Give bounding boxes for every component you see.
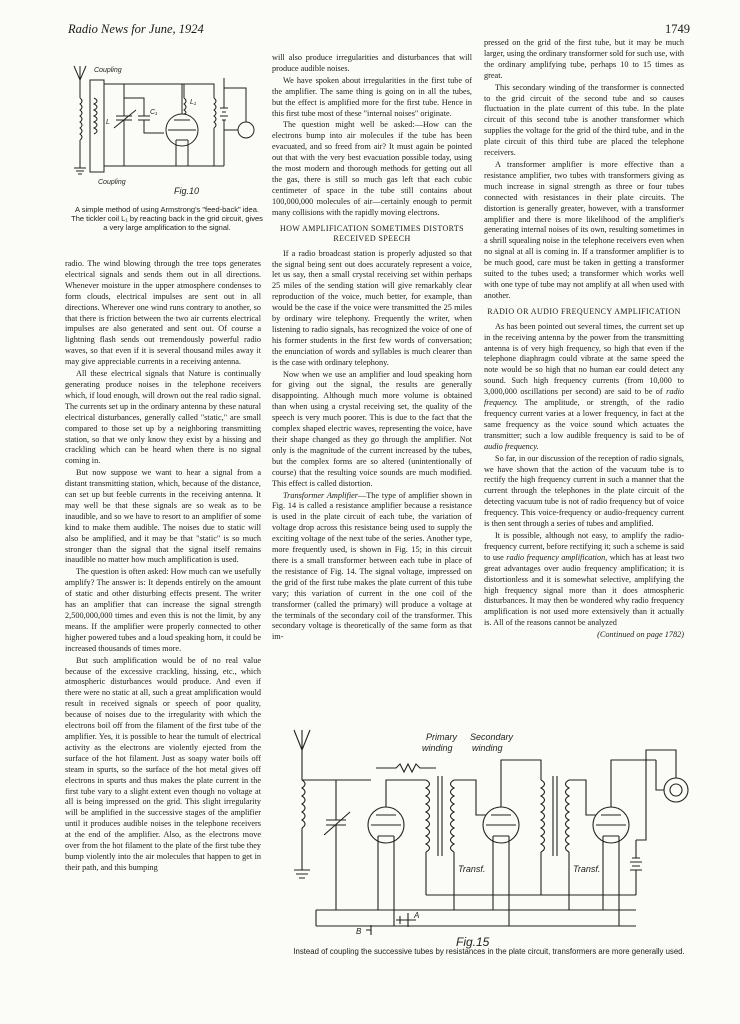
fig15-a-label: A — [414, 911, 420, 920]
paragraph: But now suppose we want to hear a signal from a distant transmitting station, which, because of the distance, can set up but feeble currents in the receiving antenna. It may well be that these signals are so weak as to be inaudible, and so we have to resort to an amplifier of some kind to make them audible. The noises due to static will also be amplified, and it may be that "static" is so much stronger than the signal that the signal itself remains inaudible no matter how much amplification is used. — [65, 468, 261, 565]
fig15-secondary-winding-label: winding — [472, 743, 503, 753]
paragraph — [272, 491, 472, 644]
fig10-title: Fig.10 — [174, 186, 200, 196]
fig15-caption: Instead of coupling the successive tubes by resistances in the plate circuit, transformers are more generally used. — [293, 947, 685, 956]
page-number: 1749 — [665, 22, 690, 36]
paragraph: radio. The wind blowing through the tree tops generates electrical signals and sends them out in all directions. Whenever moisture in the upper atmosphere condenses to form clouds, electrical impulses are sent out in all directions. Wherever one wind runs contrary to another, so that there is friction between the two air currents electrical impulses are also generated and sent out. Of course a lightning flash sends out tremendously powerful radio waves, so that even if it is several thousand miles away it may give appreciable currents in a receiving antenna. — [65, 259, 261, 367]
paragraph: The question might well be asked:—How can the electrons bump into air molecules if the tube has been evacuated, and so freed from air? It must again be pointed out that with the very best evacuation possible today, using the most modern and thorough methods for getting out all the gas, there is still so much gas left that each cubic centimeter of space in the tube still contains about 100,000,000 molecules of air—certainly enough to permit many collisions with the rapidly moving electrons. — [272, 120, 472, 217]
running-header-title: Radio News for June, 1924 — [68, 22, 204, 36]
paragraph: A transformer amplifier is more effective than a resistance amplifier, two tubes with transformers giving as much increase in signal strength as three or four tubes connected with resistances in their plate circuits. The distortion is generally greater, however, with a transformer amplifier and there is more likelihood of the amplifier's generating internal noises of its own, resulting sometimes in a shrill squealing noise in the telephone receivers even when no signal at all is coming in. If a transformer amplifier is to be much good, care must be taken in getting a transformer suited to the tubes used; a transformer which works well with one type of tube may not amplify at all when used with another. — [484, 159, 684, 300]
paragraph: This secondary winding of the transformer is connected to the grid circuit of the second tube and so causes fluctuation in the plate current of this tube. In the plate circuit of this second tube is another transformer which supplies the voltage for the grid of the third tube, and in the plate circuit of this third tube are placed the telephone receivers. — [484, 82, 684, 158]
fig15-transf1-label: Transf. — [458, 864, 486, 874]
column-3 — [484, 38, 684, 642]
column-2 — [272, 53, 472, 644]
fig10-coupling-bottom-label: Coupling — [98, 179, 126, 186]
subheading-distortion: HOW AMPLIFICATION SOMETIMES DISTORTS RECEIVED SPEECH — [279, 223, 465, 243]
fig15-title: Fig.15 — [456, 935, 490, 949]
inline-heading: Transformer Amplifier — [283, 490, 359, 500]
subheading-radio-audio: RADIO OR AUDIO FREQUENCY AMPLIFICATION — [487, 306, 681, 316]
paragraph: It is possible, although not easy, to amplify the radio-frequency current, before rectifying it; such a scheme is said to use radio frequency amplification, which has at least two great advantages over audio frequency amplification; it is distortionless and it is somewhat selective, amplifying the high frequency signal more than it does atmospheric disturbances. It may then be wondered why radio frequency amplification is not used more extensively than it actually is. All of the reasons cannot be analyzed — [484, 530, 685, 628]
paragraph: The question is often asked: How much can we usefully amplify? The answer is: It depends entirely on the amount of static and other disturbing effects present. The writer has an amplifier that can increase the signal strength 2,500,000,000 times and even this is not the limit, by any means. If the amplifier were properly connected to other higher powered tubes and a loud speaking horn, it could be increased thousands of times more. — [65, 567, 261, 653]
paragraph: pressed on the grid of the first tube, but it may be much larger, using the ordinary transformer sold for such use, with the ordinary amplifying tube, perhaps 10 to 15 times as great. — [484, 38, 684, 80]
paragraph: Now when we use an amplifier and loud speaking horn for giving out the signal, the results are generally disappointing. Although much more volume is obtained than when using a crystal receiving set, the quality of the speech is very much poorer. This is due to the fact that the complex shaped electric waves, representing the voice, have their shape changed as they go through the amplifier. Not only is the magnitude of the current increased by the tubes, but the complex forms are so altered (unintentionally of course) that the resulting voice sounds are much modified. This effect is called distortion. — [272, 369, 472, 488]
fig10-caption: A simple method of using Armstrong's "feed-back" idea. The tickler coil L₁ by reacting back in the grid circuit, gives a very large amplification to the signal. — [71, 205, 263, 232]
fig15-primary-winding-label: winding — [422, 743, 453, 753]
paragraph: We have spoken about irregularities in the first tube of the amplifier. The same thing is going on in all the tubes, but the effect is amplified more for the first tube. Hence in this first tube most of these "internal noises" originate. — [272, 75, 472, 118]
fig15-transf2-label: Transf. — [573, 864, 601, 874]
paragraph: All these electrical signals that Nature is continually generating produce noises in the telephone receivers which, if loud enough, will drown out the real radio signal. The currents set up in the ordinary antenna by these natural electrical disturbances, generally called "static," are small compared to those set up by a neighboring transmitting station, so that we only know they exist by a hissing and crackling which can be heard when there is no signal coming in. — [65, 369, 261, 466]
paragraph: If a radio broadcast station is properly adjusted so that the signal being sent out does accurately represent a voice, let us say, then a small crystal receiving set within perhaps 25 miles of the sending station will give remarkably clear reproduction of the voice, much better, for example, than would be the case if the voice were transmitted the 25 miles by ordinary wire telephony. Frequently the writer, when listening to radio signals, has recognized the voice of one of his former students in the first few words of conversation; the enunciation of words and syllables is much clearer than is the case with ordinary telephony. — [272, 248, 472, 367]
paragraph: As has been pointed out several times, the current set up in the receiving antenna by the power from the transmitting antenna is of very high frequency, so high that even if the telephone diaphragm could vibrate at the same speed the note would be so high that no human ear could detect any sound. Such high frequency currents (from 10,000 to 3,000,000 oscillations per second) are said to be of radio frequency. The amplitude, or strength, of the radio frequency current varies at a lower frequency, in fact at the same frequency as the voice sound which actuates the transmitter; such a low audible frequency is said to be of audio frequency. — [484, 321, 684, 451]
continued-note: (Continued on page 1782) — [597, 630, 684, 640]
italic-term: radio frequency. — [484, 387, 684, 408]
fig15-secondary-label: Secondary — [470, 732, 514, 742]
italic-term: radio frequency amplification, — [506, 552, 608, 562]
paragraph: So far, in our discussion of the reception of radio signals, we have shown that the action of the vacuum tube is to rectify the high frequency current in such a manner that the current through the telephones in the plate circuit of the detecting vacuum tube is not of radio frequency but of voice frequency. This voice-frequency or audio-frequency current is then sent through a series of tubes and amplified. — [484, 453, 684, 529]
fig10-coupling-top-label: Coupling — [94, 67, 122, 74]
fig15-circuit-diagram — [276, 720, 702, 950]
paragraph: But such amplification would be of no real value because of the excessive crackling, hissing, etc., which atmospheric disturbances would produce. And even if there were no static at all, such a great amplification would result in received signals or speech of poor quality, because of noises due to the irregularity with which the electrons boil off from the filament of the first tube of the amplifier. Yes, it is possible to hear the tumult of electrical activity as the electrons are violently ejected from the surface of the hot filament. Just as soapy water boils off steam in spurts, so the surface of the hot metal gives off electrons in spurts and thus makes the plate current in the first tube vary to a slight extent even though no voltage at all is being impressed on the grid. This slight irregularity will be amplified in the successive stages of the amplifier until it produces audible noises in the telephone receivers at the end of the amplifier. Also, as the electrons move over from the hot filament to the plate of the first tube they bump violently into the air molecules that happen to get in their path, and this bumping — [65, 655, 261, 872]
fig10-circuit-diagram — [64, 58, 264, 198]
column-1 — [65, 259, 261, 875]
fig10-l1-label: L₁ — [190, 99, 197, 106]
fig10-l-label: L — [106, 119, 110, 126]
fig10-c1-label: C₁ — [150, 109, 158, 116]
fig15-primary-label: Primary — [426, 732, 457, 742]
fig15-b-label: B — [356, 927, 362, 936]
italic-term: audio frequency. — [484, 441, 539, 451]
paragraph-text: —The type of amplifier shown in Fig. 14 is called a resistance amplifier because a resistance is used in the plate circuit of each tube, the variation of voltage drop across this resistance being used to supply the exciting voltage of the next tube of the series. Another type, more frequently used, is shown in Fig. 15; in this circuit there is a small transformer between each tube in place of the resistance of Fig. 14. The signal voltage, impressed on the grid of the first tube makes the plate current of this tube vary; this variation of current in the one coil of the transformer (called the primary) will produce a voltage at the terminals of the secondary coil of the transformer. This secondary voltage is theoretically of the same form as that im- — [272, 490, 472, 642]
paragraph: will also produce irregularities and disturbances that will produce audible noises. — [272, 53, 472, 73]
